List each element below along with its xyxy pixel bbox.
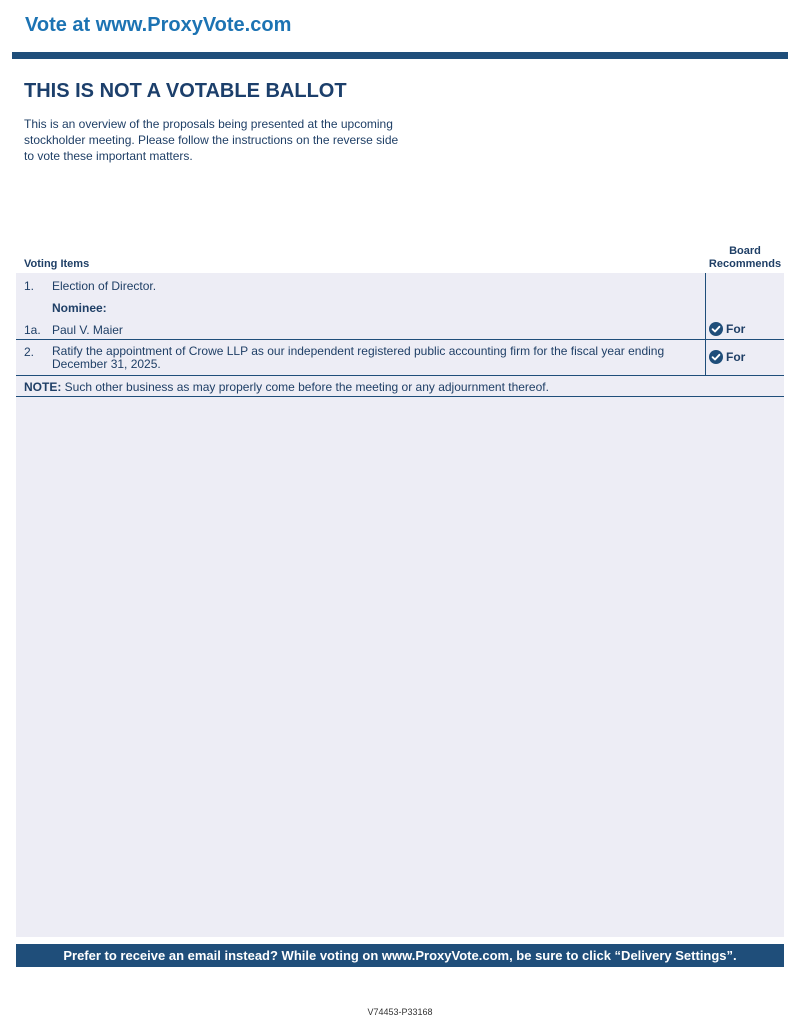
ballot-title: THIS IS NOT A VOTABLE BALLOT (24, 80, 347, 102)
email-delivery-banner: Prefer to receive an email instead? While voting on www.ProxyVote.com, be sure to click “Delivery Settings”. (16, 944, 784, 967)
document-code: V74453-P33168 (367, 1007, 433, 1017)
note-label: NOTE: (24, 380, 62, 394)
vote-url-title: Vote at www.ProxyVote.com (25, 14, 292, 36)
item-1a-description: Paul V. Maier (52, 323, 123, 337)
note-body: Such other business as may properly come before the meeting or any adjournment thereof. (61, 380, 549, 394)
recommend-column-divider (705, 273, 706, 375)
check-circle-icon (709, 350, 723, 364)
row-divider (16, 375, 784, 376)
check-circle-icon (709, 322, 723, 336)
note-divider (16, 396, 784, 397)
board-recommends-header (706, 245, 784, 271)
item-1a-recommendation-label: For (726, 322, 746, 336)
item-1-number: 1. (24, 279, 35, 293)
header-divider-bar (12, 52, 788, 59)
nominee-label: Nominee: (52, 301, 107, 315)
item-1a-number: 1a. (24, 323, 41, 337)
voting-items-header: Voting Items (24, 258, 90, 270)
item-2-description: Ratify the appointment of Crowe LLP as our independent registered public accounting firm for the fiscal year ending December 31, 2025. (52, 344, 665, 371)
row-divider (16, 339, 784, 340)
board-recommends-line1: Board (729, 245, 761, 257)
note-text (24, 380, 549, 394)
item-2-number: 2. (24, 345, 35, 359)
item-2-recommendation (709, 350, 745, 364)
board-recommends-line2: Recommends (708, 258, 782, 270)
intro-paragraph: This is an overview of the proposals being presented at the upcoming stockholder meeting. Please follow the instructions on the reverse side to vote these important matters. (24, 117, 399, 163)
item-1a-recommendation (709, 322, 745, 336)
item-1-description: Election of Director. (52, 279, 157, 293)
item-2-recommendation-label: For (726, 350, 746, 364)
voting-items-panel (16, 273, 784, 937)
